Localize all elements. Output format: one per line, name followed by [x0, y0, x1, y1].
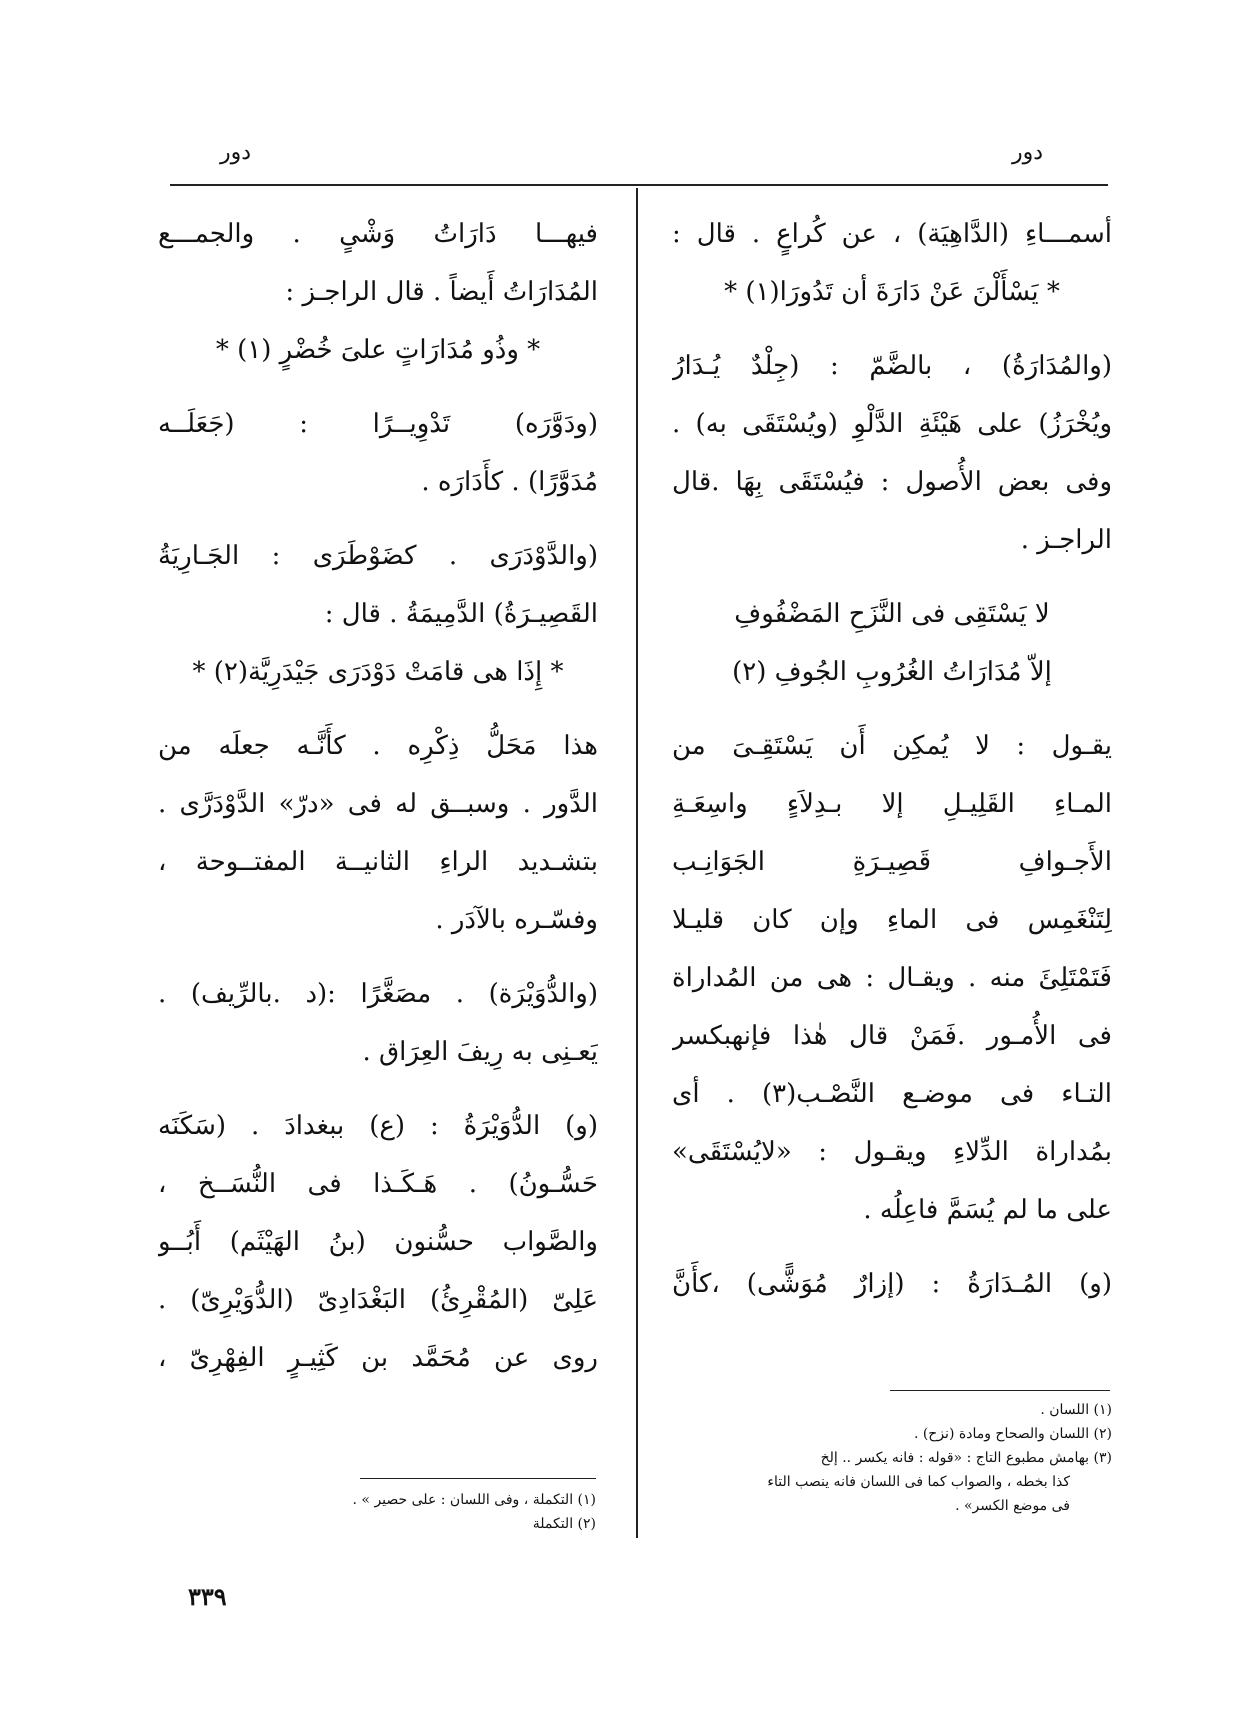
verse-line: * إِذَا هى قامَتْ دَوْدَرَى جَيْدَرِيَّة(٢) * — [192, 657, 564, 687]
paragraph-gap — [672, 1239, 1112, 1255]
footnote-continuation: كذا بخطه ، والصواب كما فى اللسان فانه ينصب التاء — [767, 1474, 1070, 1490]
text-line: فَتَمْتَلِئَ منه . ويقـال : هى من المُداراة — [672, 963, 1112, 993]
footnote-rule-right — [890, 1390, 1110, 1391]
footnote: (٢) اللسان والصحاح ومادة (نزح) . — [913, 1426, 1112, 1442]
right-column — [672, 205, 1112, 1313]
footnote-rule-left — [360, 1478, 596, 1479]
paragraph-gap — [158, 1081, 598, 1097]
paragraph-gap — [158, 511, 598, 527]
text-line: أسمـــاءِ (الدَّاهِيَة) ، عن كُراعٍ . قال : — [672, 219, 1112, 249]
footnotes-right — [672, 1398, 1112, 1518]
footnote: (٣) بهامش مطبوع التاج : «قوله : فانه يكسر .. إلخ — [820, 1450, 1112, 1466]
text-line: (و) المُـدَارَةُ : (إزارٌ مُوَشًّى) ،كأَنَّ — [672, 1269, 1112, 1299]
paragraph-gap — [672, 701, 1112, 717]
text-line: الأَجـوافِ قَصِيـرَةِ الجَوَانِـب — [672, 847, 1112, 877]
text-line: وفسّـره بالآدَر . — [435, 905, 598, 935]
text-line: (و) الدُّوَيْرَةُ : (ع) ببغدادَ . (سَكَنَه — [158, 1111, 598, 1141]
text-line: (والمُدَارَةُ) ، بالضَّمّ : (جِلْدٌ يُـدَارُ — [672, 351, 1112, 381]
text-line: الدَّور . وسبــق له فى «درّ» الدَّوْدَرَّى . — [158, 789, 598, 819]
text-line: هذا مَحَلُّ ذِكْرِه . كأَنَّـه جعلَه من — [158, 731, 598, 761]
text-line: المُدَارَاتُ أَيضاً . قال الراجـز : — [285, 277, 598, 307]
text-line: فى الأُمـور .فَمَنْ قال هٰذا فإنهبكسر — [672, 1021, 1112, 1051]
text-line: (والدُّوَيْرَة) . مصَغَّرًا :(د .بالرِّيف) . — [158, 979, 598, 1009]
text-line: عَلِىّ (المُقْرِئُ) البَغْدَادِىّ (الدُّوَيْرِىّ) . — [158, 1285, 598, 1315]
text-line: بمُداراة الدِّلاءِ ويقـول : «لايُسْتَقَى» — [672, 1137, 1112, 1167]
text-line: بتشـديد الراءِ الثانيــة المفتــوحة ، — [158, 847, 598, 877]
running-head-right: دور — [1012, 140, 1044, 165]
paragraph-gap — [158, 701, 598, 717]
verse-line: لا يَسْتَقِى فى النَّزَحِ المَضْفُوفِ — [734, 599, 1050, 629]
text-line: التـاء فى موضـع النَّصْـب(٣) . أى — [672, 1079, 1112, 1109]
page-number: ٣٣٩ — [188, 1582, 227, 1611]
verse-line: * يَسْأَلْنَ عَنْ دَارَةَ أن تَدُورَا(١) * — [724, 277, 1060, 307]
text-line: يَعـنِى به رِيفَ العِرَاق . — [362, 1037, 598, 1067]
footnote-continuation: فى موضع الكسر» . — [955, 1498, 1070, 1514]
text-line: ويُخْرَزُ) على هَيْئَةِ الدَّلْوِ (ويُسْتَقَى به) . — [672, 409, 1112, 439]
text-line: الراجـز . — [1020, 525, 1112, 555]
footnote: (٢) التكملة — [532, 1516, 596, 1532]
left-column — [158, 205, 598, 1387]
text-line: (والدَّوْدَرَى . كضَوْطَرَى : الجَـارِيَةُ — [158, 541, 598, 571]
paragraph-gap — [672, 321, 1112, 337]
verse-line: إلاّ مُدَارَاتُ الغُرُوبِ الجُوفِ (٢) — [732, 657, 1052, 687]
paragraph-gap — [158, 949, 598, 965]
column-divider — [636, 188, 638, 1538]
paragraph-gap — [158, 379, 598, 395]
footnotes-left — [180, 1488, 596, 1536]
text-line: وفى بعض الأُصول : فيُسْتَقَى بِهَا .قال — [672, 467, 1112, 497]
text-line: لِتَنْغَمِس فى الماءِ وإن كان قليـلا — [672, 905, 1112, 935]
footnote: (١) التكملة ، وفى اللسان : على حصير » . — [352, 1492, 596, 1508]
text-line: المـاءِ القَلِيـلِ إلا بـدِلاَءٍ واسِعَـةِ — [672, 789, 1112, 819]
text-line: القَصِيـرَةُ) الدَّمِيمَةُ . قال : — [324, 599, 598, 629]
text-line: (ودَوَّرَه) تَدْوِيــرًا : (جَعَلَــه — [158, 409, 598, 439]
footnote: (١) اللسان . — [1040, 1402, 1112, 1418]
header-rule — [170, 184, 1108, 186]
verse-line: * وذُو مُدَارَاتٍ علىَ خُضْرٍ (١) * — [215, 335, 541, 365]
text-line: فيهـــا دَارَاتُ وَشْىٍ . والجمـــع — [158, 219, 598, 249]
running-head-left: دور — [220, 140, 252, 165]
text-line: يقـول : لا يُمكِن أَن يَسْتَقِـىَ من — [672, 731, 1112, 761]
text-line: حَسُّـونُ) . هَـكَـذا فى النُّسَــخ ، — [158, 1169, 598, 1199]
text-line: على ما لم يُسَمَّ فاعِلُه . — [863, 1195, 1112, 1225]
text-line: والصَّواب حسُّنون (بنُ الهَيْثَم) أَبُــو — [158, 1227, 598, 1257]
text-line: روى عن مُحَمَّد بن كَثِيـرٍ الفِهْرِىّ ، — [158, 1343, 598, 1373]
paragraph-gap — [672, 569, 1112, 585]
text-line: مُدَوَّرًا) . كأَدَارَه . — [421, 467, 598, 497]
